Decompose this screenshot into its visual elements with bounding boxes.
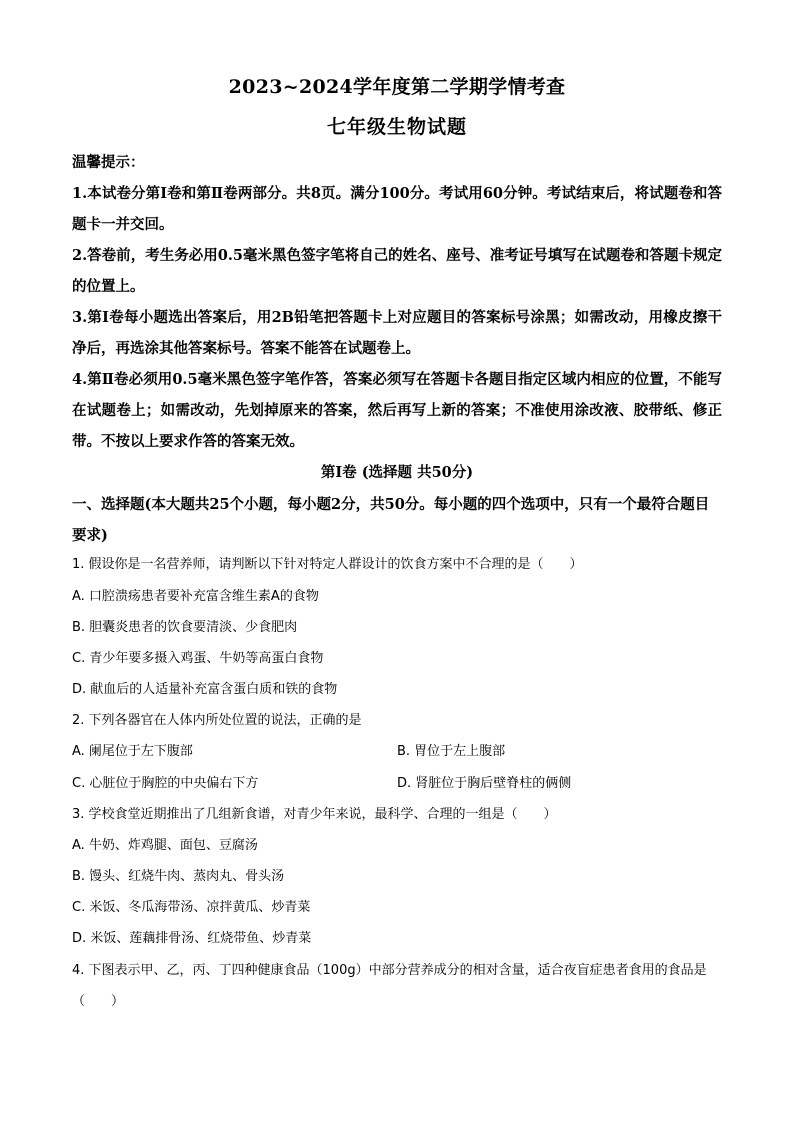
- question-2-option-d: D. 肾脏位于胸后壁脊柱的俩侧: [397, 776, 572, 791]
- notice-block: [72, 147, 722, 457]
- question-3-option-c: C. 米饭、冬瓜海带汤、凉拌黄瓜、炒青菜: [72, 900, 311, 915]
- question-1-option-c: C. 青少年要多摄入鸡蛋、牛奶等高蛋白食物: [72, 651, 324, 666]
- exam-subtitle: 七年级生物试题: [326, 116, 467, 138]
- question-1-stem: 1. 假设你是一名营养师，请判断以下针对特定人群设计的饮食方案中不合理的是（ ）: [72, 557, 583, 572]
- notice-item-1: 1.本试卷分第Ⅰ卷和第Ⅱ卷两部分。共8页。满分100分。考试用60分钟。考试结束后，将试题卷和答题卡一并交回。: [72, 185, 722, 233]
- question-3-option-d: D. 米饭、莲藕排骨汤、红烧带鱼、炒青菜: [72, 931, 312, 946]
- question-4-stem: 4. 下图表示甲、乙，丙、丁四种健康食品（100g）中部分营养成分的相对含量，适合夜盲症患者食用的食品是（ ）: [72, 963, 707, 1009]
- section-intro: 一、选择题(本大题共25个小题，每小题2分，共50分。每小题的四个选项中，只有一个最符合题目要求): [72, 496, 710, 544]
- question-1-option-d: D. 献血后的人适量补充富含蛋白质和铁的食物: [72, 682, 338, 697]
- notice-item-2: 2.答卷前，考生务必用0.5毫米黑色签字笔将自己的姓名、座号、准考证号填写在试题卷和答题卡规定的位置上。: [72, 247, 722, 295]
- question-3-option-b: B. 馒头、红烧牛肉、蒸肉丸、骨头汤: [72, 869, 285, 884]
- section-title: 第Ⅰ卷 (选择题 共50分): [320, 464, 474, 481]
- question-1-option-b: B. 胆囊炎患者的饮食要清淡、少食肥肉: [72, 620, 298, 635]
- notice-heading: 温馨提示：: [72, 154, 145, 171]
- question-2-option-c: C. 心脏位于胸腔的中央偏右下方: [72, 776, 259, 791]
- notice-item-4: 4.第Ⅱ卷必须用0.5毫米黑色签字笔作答，答案必须写在答题卡各题目指定区域内相应的位置，不能写在试题卷上；如需改动，先划掉原来的答案，然后再写上新的答案；不准使用涂改液、胶带纸、修正带。不按以上要求作答的答案无效。: [72, 371, 722, 450]
- question-3-stem: 3. 学校食堂近期推出了几组新食谱，对青少年来说，最科学、合理的一组是（ ）: [72, 807, 557, 822]
- exam-title: 2023~2024学年度第二学期学情考查: [228, 76, 566, 98]
- question-1-option-a: A. 口腔溃疡患者要补充富含维生素A的食物: [72, 589, 319, 604]
- question-3-option-a: A. 牛奶、炸鸡腿、面包、豆腐汤: [72, 838, 258, 853]
- question-2-option-b: B. 胃位于左上腹部: [397, 744, 506, 759]
- question-2-option-a: A. 阑尾位于左下腹部: [72, 744, 193, 759]
- question-2-stem: 2. 下列各器官在人体内所处位置的说法，正确的是: [72, 713, 362, 728]
- notice-item-3: 3.第Ⅰ卷每小题选出答案后，用2B铅笔把答题卡上对应题目的答案标号涂黑；如需改动，用橡皮擦干净后，再选涂其他答案标号。答案不能答在试题卷上。: [72, 309, 722, 357]
